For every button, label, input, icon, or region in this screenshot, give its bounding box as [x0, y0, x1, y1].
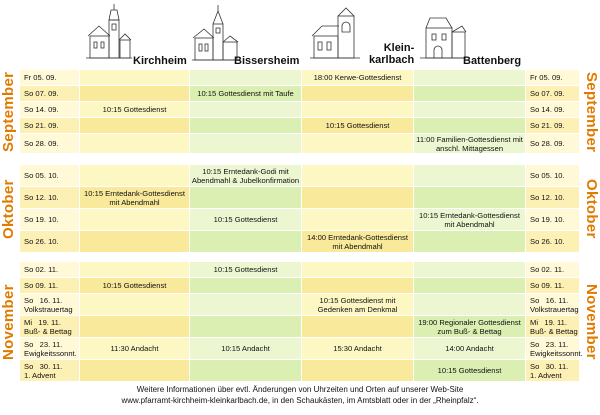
date-cell-right: So 16. 11. Volkstrauertag	[526, 294, 580, 316]
date-cell: So 28. 09.	[20, 134, 80, 154]
table-row	[20, 360, 580, 382]
date-cell-right: So 28. 09.	[526, 134, 580, 154]
service-bissersheim	[190, 294, 302, 316]
footer-info-text: Weitere Informationen über evtl. Änderungen von Uhrzeiten und Orten auf unserer Web-Site	[136, 385, 464, 394]
service-kirchheim	[80, 316, 190, 338]
table-row	[20, 187, 580, 209]
month-label-right: November	[583, 284, 600, 360]
service-kleinkarlbach	[302, 187, 414, 209]
footer	[0, 384, 600, 406]
service-battenberg	[414, 187, 526, 209]
date-cell: So 02. 11.	[20, 262, 80, 278]
church-kirchheim-icon	[84, 2, 134, 62]
table-row	[20, 209, 580, 231]
date-cell-right: So 21. 09.	[526, 118, 580, 134]
date-cell: Fr 05. 09.	[20, 70, 80, 86]
service-kirchheim	[80, 134, 190, 154]
service-kirchheim	[80, 294, 190, 316]
service-kirchheim	[80, 231, 190, 253]
date-cell: So 12. 10.	[20, 187, 80, 209]
date-cell-right: So 30. 11. 1. Advent	[526, 360, 580, 382]
service-battenberg	[414, 231, 526, 253]
service-bissersheim	[190, 134, 302, 154]
service-kirchheim	[80, 70, 190, 86]
date-cell: So 23. 11. Ewigkeitssonnt.	[20, 338, 80, 360]
service-kirchheim: 11:30 Andacht	[80, 338, 190, 360]
month-label-left: November	[0, 284, 17, 360]
table-row	[20, 118, 580, 134]
service-kleinkarlbach: 18:00 Kerwe-Gottesdienst	[302, 70, 414, 86]
service-kirchheim	[80, 118, 190, 134]
date-cell: So 09. 11.	[20, 278, 80, 294]
month-label-right: September	[583, 71, 600, 153]
service-battenberg: 19:00 Regionaler Gottesdienst zum Buß- & Bettag	[414, 316, 526, 338]
service-battenberg	[414, 86, 526, 102]
service-kleinkarlbach: 10:15 Gottesdienst	[302, 118, 414, 134]
service-battenberg: 10:15 Gottesdienst	[414, 360, 526, 382]
service-bissersheim: 10:15 Gottesdienst mit Taufe	[190, 86, 302, 102]
date-cell-right: So 26. 10.	[526, 231, 580, 253]
date-cell-right: So 12. 10.	[526, 187, 580, 209]
table-row	[20, 134, 580, 154]
date-cell: So 14. 09.	[20, 102, 80, 118]
date-cell: Mi 19. 11. Buß- & Bettag	[20, 316, 80, 338]
table-row	[20, 70, 580, 86]
service-kirchheim: 10:15 Gottesdienst	[80, 278, 190, 294]
date-cell-right: So 09. 11.	[526, 278, 580, 294]
service-bissersheim	[190, 118, 302, 134]
service-kleinkarlbach	[302, 209, 414, 231]
month-block-september	[0, 70, 600, 154]
church-name-battenberg: Battenberg	[463, 55, 522, 67]
table-row	[20, 338, 583, 360]
service-kleinkarlbach: 10:15 Gottesdienst mit Gedenken am Denkmal	[302, 294, 414, 316]
service-kirchheim	[80, 165, 190, 187]
service-battenberg	[414, 262, 526, 278]
footer-sources-text: www.pfarramt-kirchheim-kleinkarlbach.de, in den Schaukästen, im Amtsblatt oder in der „Rheinpfalz“.	[121, 396, 479, 405]
service-bissersheim: 10:15 Erntedank-Godi mit Abendmahl & Jubelkonfirmation	[190, 165, 302, 187]
service-bissersheim	[190, 187, 302, 209]
month-block-november	[0, 262, 600, 382]
service-battenberg	[414, 294, 526, 316]
service-kirchheim	[80, 360, 190, 382]
date-cell-right: So 14. 09.	[526, 102, 580, 118]
service-battenberg	[414, 70, 526, 86]
service-battenberg	[414, 278, 526, 294]
table-row	[20, 165, 580, 187]
service-battenberg	[414, 102, 526, 118]
church-name-kirchheim: Kirchheim	[133, 55, 187, 67]
service-kirchheim: 10:15 Erntedank-Gottesdienst mit Abendmahl	[80, 187, 190, 209]
service-bissersheim	[190, 360, 302, 382]
month-label-right: Oktober	[583, 179, 600, 239]
church-battenberg-icon	[418, 2, 468, 62]
table-row	[20, 231, 580, 253]
month-label-left: September	[0, 71, 17, 153]
date-cell-right: So 02. 11.	[526, 262, 580, 278]
service-battenberg: 11:00 Familien-Gottesdienst mit anschl. Mittagessen	[414, 134, 526, 154]
church-kleinkarlbach-icon	[308, 2, 362, 64]
service-kleinkarlbach	[302, 316, 414, 338]
date-cell-right: So 05. 10.	[526, 165, 580, 187]
table-row	[20, 102, 580, 118]
service-kirchheim	[80, 209, 190, 231]
service-kleinkarlbach: 14:00 Erntedank-Gottesdienst mit Abendmahl	[302, 231, 414, 253]
date-cell-right: So 07. 09.	[526, 86, 580, 102]
service-kleinkarlbach	[302, 165, 414, 187]
date-cell: So 07. 09.	[20, 86, 80, 102]
service-bissersheim	[190, 102, 302, 118]
service-kleinkarlbach	[302, 102, 414, 118]
service-kirchheim	[80, 262, 190, 278]
service-battenberg	[414, 165, 526, 187]
date-cell-right: Mi 19. 11. Buß- & Bettag	[526, 316, 580, 338]
table-row	[20, 262, 580, 278]
date-cell: So 19. 10.	[20, 209, 80, 231]
date-cell: So 05. 10.	[20, 165, 80, 187]
service-bissersheim: 10:15 Andacht	[190, 338, 302, 360]
table-row	[20, 316, 580, 338]
table-row	[20, 294, 580, 316]
service-bissersheim	[190, 70, 302, 86]
service-kleinkarlbach	[302, 134, 414, 154]
service-bissersheim	[190, 278, 302, 294]
date-cell-right: Fr 05. 09.	[526, 70, 580, 86]
service-kleinkarlbach	[302, 278, 414, 294]
date-cell: So 21. 09.	[20, 118, 80, 134]
service-kleinkarlbach	[302, 86, 414, 102]
church-name-bissersheim: Bissersheim	[234, 55, 300, 67]
service-kleinkarlbach: 15:30 Andacht	[302, 338, 414, 360]
date-cell-right: So 23. 11. Ewigkeitssonnt.	[526, 338, 580, 360]
header	[0, 0, 600, 68]
date-cell: So 26. 10.	[20, 231, 80, 253]
month-label-left: Oktober	[0, 179, 17, 239]
service-kirchheim: 10:15 Gottesdienst	[80, 102, 190, 118]
service-bissersheim	[190, 231, 302, 253]
date-cell-right: So 19. 10.	[526, 209, 580, 231]
service-battenberg: 14:00 Andacht	[414, 338, 526, 360]
table-row	[20, 278, 580, 294]
date-cell: So 16. 11. Volkstrauertag	[20, 294, 80, 316]
service-battenberg	[414, 118, 526, 134]
service-kleinkarlbach	[302, 360, 414, 382]
service-bissersheim	[190, 316, 302, 338]
service-bissersheim: 10:15 Gottesdienst	[190, 262, 302, 278]
service-battenberg: 10:15 Erntedank-Gottesdienst mit Abendmahl	[414, 209, 526, 231]
church-name-kleinkarlbach: Klein- karlbach	[369, 42, 415, 66]
service-kleinkarlbach	[302, 262, 414, 278]
month-block-oktober	[0, 165, 600, 253]
service-kirchheim	[80, 86, 190, 102]
service-bissersheim: 10:15 Gottesdienst	[190, 209, 302, 231]
table-row	[20, 86, 580, 102]
date-cell: So 30. 11. 1. Advent	[20, 360, 80, 382]
